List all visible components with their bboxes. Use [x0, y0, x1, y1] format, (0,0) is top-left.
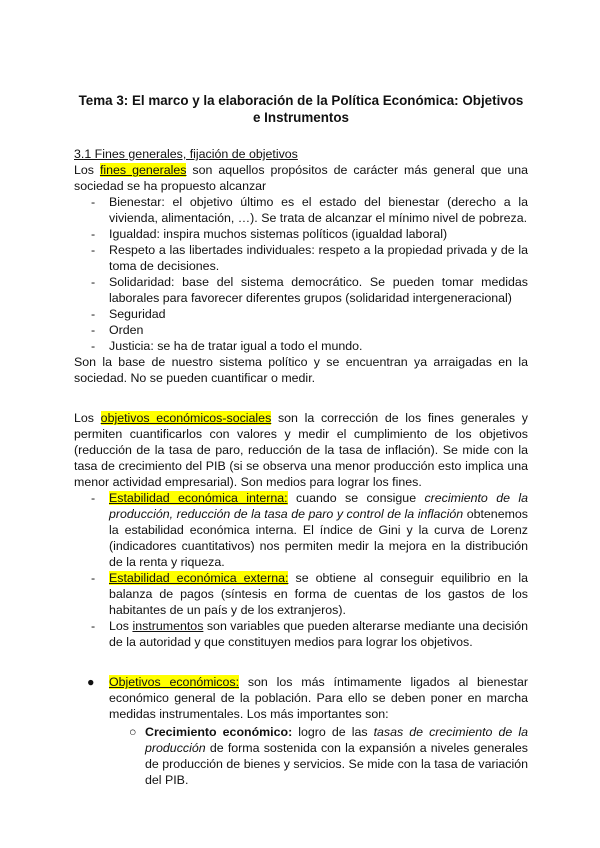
highlight-objetivos-economicos: Objetivos económicos:	[109, 675, 240, 689]
intro-paragraph	[74, 162, 528, 194]
document-page	[74, 92, 528, 788]
list-item: - Igualdad: inspira muchos sistemas políticos (igualdad laboral)	[74, 226, 528, 242]
list-item-objetivos-economicos	[74, 674, 528, 722]
list-item: - Seguridad	[74, 306, 528, 322]
highlight-objetivos-sociales: objetivos económicos-sociales	[100, 411, 272, 425]
section-heading: 3.1 Fines generales, fijación de objetivos	[74, 147, 298, 161]
list-item-instrumentos	[74, 618, 528, 650]
list-item: - Bienestar: el objetivo último es el estado del bienestar (derecho a la vivienda, alimentación, …). Se trata de alcanzar el mínimo nivel de pobreza.	[74, 194, 528, 226]
highlight-estabilidad-externa: Estabilidad económica externa:	[109, 571, 289, 585]
text-run: obtenemos la estabilidad económica interna. El índice de Gini y la curva de Lorenz (indicadores cuantitativos) nos permiten medir la mejora en la distribución de la renta y riqueza.	[109, 507, 528, 569]
text-run: de forma sostenida con la expansión a niveles generales de producción de bienes y servicios. Se mide con la tasa de variación del PIB.	[145, 741, 528, 787]
highlight-estabilidad-interna: Estabilidad económica interna:	[109, 491, 288, 505]
text-run: son variables que pueden alterarse mediante una decisión de la autoridad y que constituyen medios para lograr los objetivos.	[109, 619, 529, 649]
fines-closing-paragraph: Son la base de nuestro sistema político y se encuentran ya arraigadas en la sociedad. No se pueden cuantificar o medir.	[74, 355, 528, 385]
circle-bullet-icon: ○	[129, 725, 137, 739]
document-title: Tema 3: El marco y la elaboración de la Política Económica: Objetivos e Instrumentos	[78, 93, 524, 125]
list-item: - Orden	[74, 322, 528, 338]
fines-list	[74, 194, 528, 354]
list-item-estabilidad-interna	[74, 490, 528, 570]
italic-text: tasas de crecimiento de la producción	[145, 725, 528, 755]
underline-instrumentos: instrumentos	[132, 619, 204, 633]
economicos-list	[74, 674, 528, 722]
objetivos-list	[74, 490, 528, 650]
spacer	[74, 386, 528, 410]
list-item: - Justicia: se ha de tratar igual a todo el mundo.	[74, 338, 528, 354]
list-item: - Solidaridad: base del sistema democrático. Se pueden tomar medidas laborales para favorecer diferentes grupos (solidaridad intergeneracional)	[74, 274, 528, 306]
objetivos-text-before: Los	[74, 411, 101, 425]
text-run: logro de las	[292, 725, 374, 739]
objetivos-text-after: son la corrección de los fines generales y permiten cuantificarlos con valores y medir el cumplimiento de los objetivos (reducción de la tasa de paro, reducción de la tasa de inflación). Se mide con la tasa de crecimiento del PIB (si se observa una menor producción esto implica una menor actividad empresarial). Son medios para lograr los fines.	[74, 411, 528, 489]
italic-text: crecimiento de la producción, reducción de la tasa de paro y control de la inflación	[109, 491, 528, 521]
bullet-icon: ●	[87, 675, 95, 689]
intro-text-before: Los	[74, 163, 100, 177]
text-run: cuando se consigue	[287, 491, 425, 505]
text-run: son los más íntimamente ligados al bienestar económico general de la población. Para ello se deben poner en marcha medidas instrumentales. Los más importantes son:	[109, 675, 528, 721]
text-run: se obtiene al conseguir equilibrio en la balanza de pagos (síntesis en forma de cuentas de los gastos de los habitantes de un país y de los extranjeros).	[109, 571, 528, 617]
spacer	[74, 650, 528, 674]
intro-text-after: son aquellos propósitos de carácter más general que una sociedad se ha propuesto alcanzar	[74, 163, 528, 193]
text-run: Los	[109, 619, 133, 633]
bold-text: Crecimiento económico:	[145, 725, 293, 739]
list-item: - Respeto a las libertades individuales: respeto a la propiedad privada y de la toma de decisiones.	[74, 242, 528, 274]
economicos-sublist	[74, 724, 528, 788]
highlight-fines-generales: fines generales	[99, 163, 187, 177]
objetivos-paragraph	[74, 410, 528, 490]
list-item-estabilidad-externa	[74, 570, 528, 618]
list-item-crecimiento	[74, 724, 528, 788]
